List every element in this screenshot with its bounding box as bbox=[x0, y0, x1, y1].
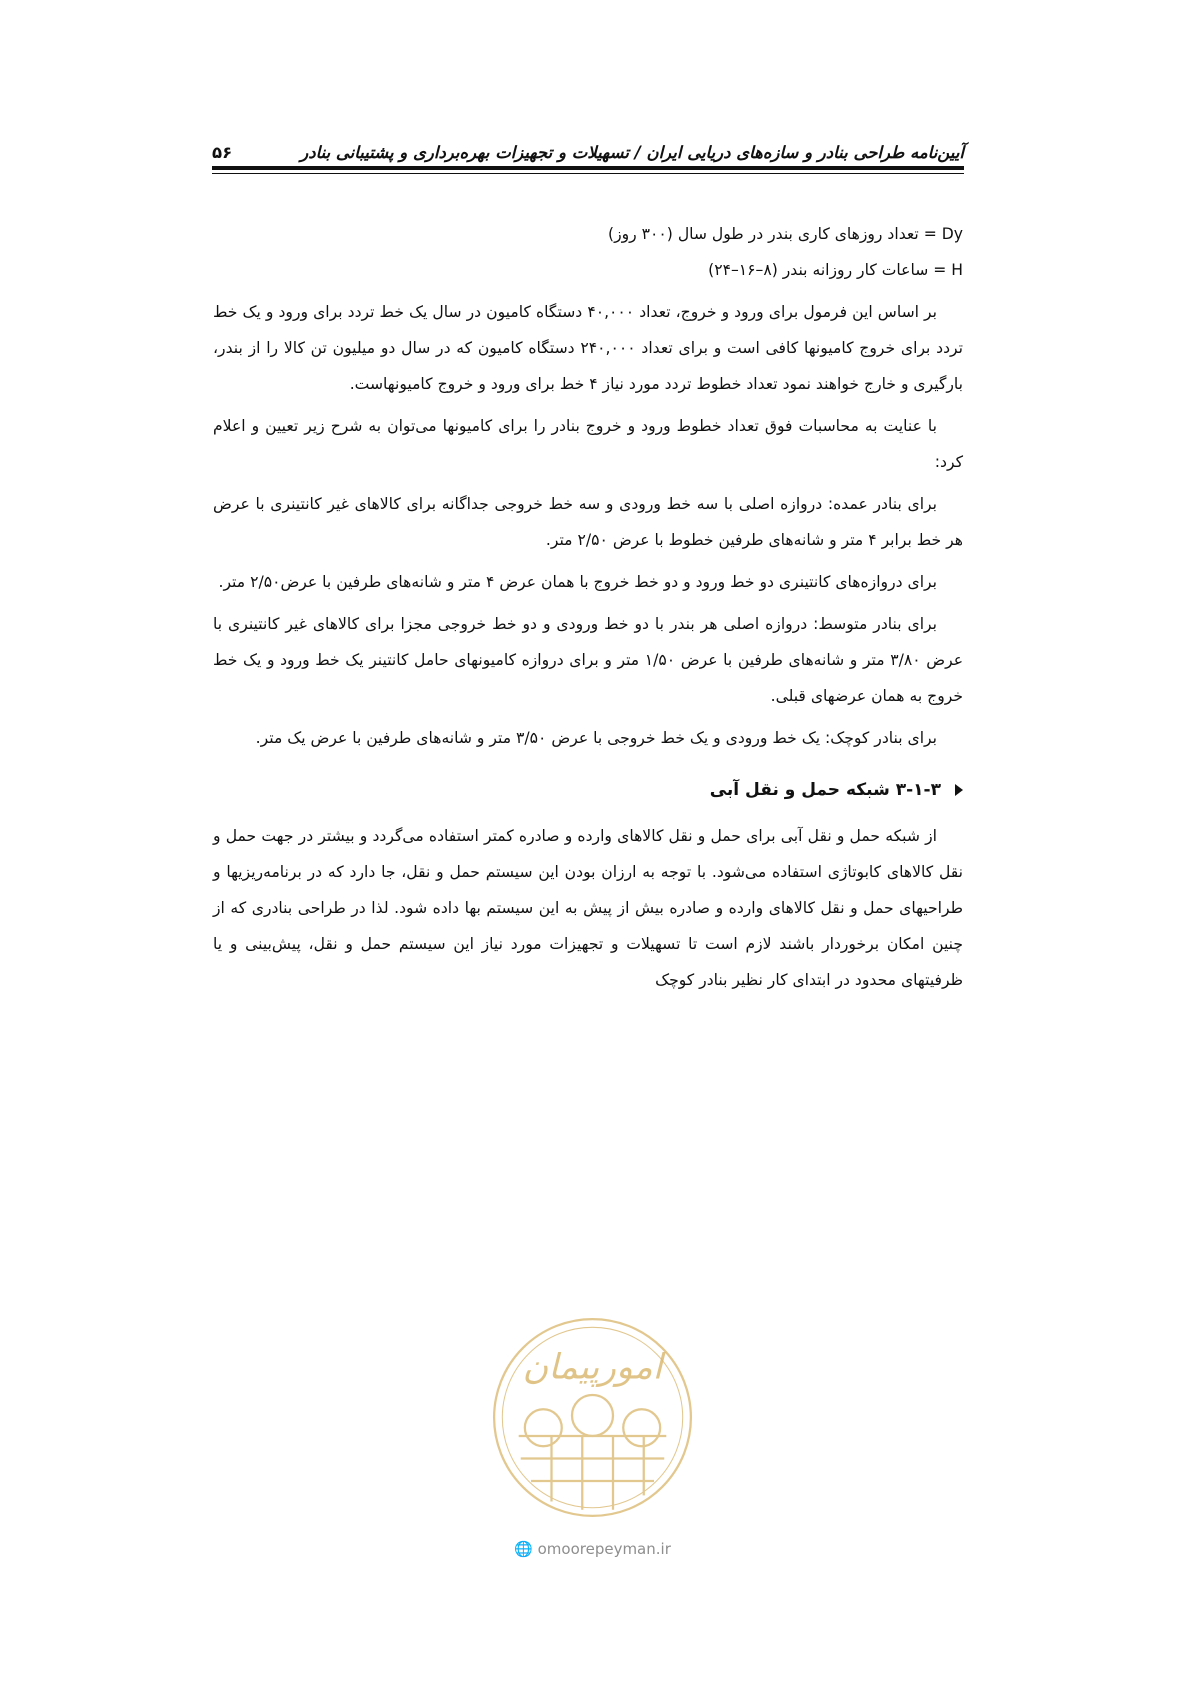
header-rule-thick bbox=[212, 166, 964, 170]
paragraph-small-ports: برای بنادر کوچک: یک خط ورودی و یک خط خروجی با عرض ۳/۵۰ متر و شانه‌های طرفین با عرض یک متر. bbox=[255, 729, 937, 747]
definition-dy bbox=[213, 216, 963, 252]
section-heading bbox=[213, 772, 963, 808]
paragraph-container-gates: برای دروازه‌های کانتینری دو خط ورود و دو خط خروج با همان عرض ۴ متر و شانه‌های طرفین با عرض۲/۵۰ متر. bbox=[218, 573, 937, 591]
body-text bbox=[213, 216, 963, 1004]
page-number: ۵۶ bbox=[212, 143, 233, 162]
watermark-logo bbox=[490, 1315, 695, 1520]
definition-h bbox=[213, 252, 963, 288]
paragraph-medium-ports: برای بنادر متوسط: دروازه اصلی هر بندر با دو خط ورودی و دو خط خروجی مجزا برای کالاهای غیر کانتینری با عرض ۳/۸۰ متر و شانه‌های طرفین با عرض ۱/۵۰ متر و برای دروازه کامیونهای حامل کانتینر یک خط ورود و یک خط خروج به همان عرضهای قبلی. bbox=[213, 615, 963, 705]
paragraph-major-ports: برای بنادر عمده: دروازه اصلی با سه خط ورودی و سه خط خروجی جداگانه برای کالاهای غیر کانتینری با عرض هر خط برابر ۴ متر و شانه‌های طرفین خطوط با عرض ۲/۵۰ متر. bbox=[213, 495, 963, 549]
paragraph-formula-result: بر اساس این فرمول برای ورود و خروج، تعداد ۴۰,۰۰۰ دستگاه کامیون در سال یک خط تردد برای ورود و یک خط تردد برای خروج کامیونها کافی است و برای تعداد ۲۴۰,۰۰۰ دستگاه کامیون که در سال دو میلیون تن کالا را از بندر، بارگیری و خارج خواهند نمود تعداد خطوط تردد مورد نیاز ۴ خط برای ورود و خروج کامیونهاست. bbox=[213, 303, 963, 393]
watermark-url: omoorepeyman.ir bbox=[537, 1540, 671, 1558]
definition-text: = ساعات کار روزانه بندر (۸–۱۶–۲۴) bbox=[708, 261, 947, 279]
header-rule-thin bbox=[212, 173, 964, 174]
definition-symbol: H bbox=[951, 261, 963, 279]
globe-icon: 🌐 bbox=[514, 1540, 533, 1558]
paragraph-lane-intro: با عنایت به محاسبات فوق تعداد خطوط ورود و خروج بنادر را برای کامیونها می‌توان به شرح زیر تعیین و اعلام کرد: bbox=[213, 417, 963, 471]
header-title: آیین‌نامه طراحی بنادر و سازه‌های دریایی ایران / تسهیلات و تجهیزات بهره‌برداری و پشتیبانی بنادر bbox=[300, 143, 964, 162]
definition-symbol: Dy bbox=[941, 225, 963, 243]
section-heading-text: ۳-۱-۳ شبکه حمل و نقل آبی bbox=[709, 780, 941, 800]
paragraph-water-transport: از شبکه حمل و نقل آبی برای حمل و نقل کالاهای وارده و صادره کمتر استفاده می‌گردد و بیشتر در جهت حمل و نقل کالاهای کابوتاژی استفاده می‌شود. با توجه به ارزان بودن این سیستم حمل و نقل، جا دارد که در برنامه‌ریزیها و طراحیهای حمل و نقل کالاهای وارده و صادره بیش از پیش به این سیستم بها داده شود. لذا در طراحی بنادری که از چنین امکان برخوردار باشند لازم است تا تسهیلات و تجهیزات مورد نیاز این سیستم حمل و نقل، پیش‌بینی و یا ظرفیتهای محدود در ابتدای کار نظیر بنادر کوچک bbox=[213, 827, 963, 989]
watermark-caption bbox=[480, 1540, 705, 1558]
bullet-triangle-icon bbox=[955, 784, 963, 796]
definition-text: = تعداد روزهای کاری بندر در طول سال (۳۰۰ روز) bbox=[608, 225, 937, 243]
running-header bbox=[212, 128, 964, 162]
watermark-logo-text: امورپیمان bbox=[522, 1347, 663, 1388]
